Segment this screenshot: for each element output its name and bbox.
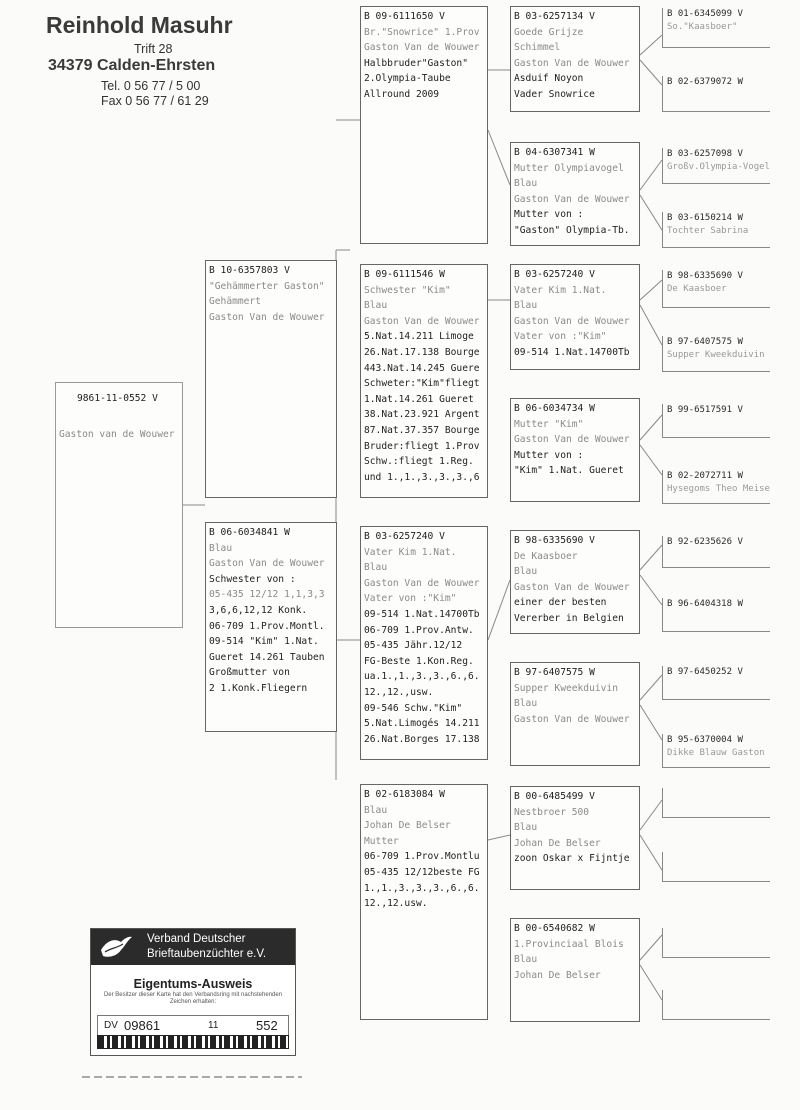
- great-grandparent-line: "Kim" 1.Nat. Gueret: [514, 465, 624, 477]
- great-grandparent-line: B 03-6257240 V: [514, 269, 595, 280]
- grandparent-line: B 03-6257240 V: [364, 531, 445, 542]
- gen4-box-15: [662, 928, 770, 958]
- grandparent-line: Blau: [364, 804, 388, 816]
- parent-line: 09-514 "Kim" 1.Nat.: [209, 636, 319, 648]
- great-grandparent-line: B 00-6485499 V: [514, 791, 595, 802]
- parent-line: Gehämmert: [209, 296, 261, 308]
- great-grandparent-line: Vater Kim 1.Nat.: [514, 284, 607, 296]
- card-title: Eigentums-Ausweis: [133, 977, 253, 991]
- gen4-note: Supper Kweekduivin: [667, 350, 765, 360]
- grandparent-line: Gaston Van de Wouwer: [364, 315, 480, 327]
- subject-pigeon-box: [55, 382, 183, 628]
- gen4-ring: B 03-6257098 V: [667, 149, 743, 159]
- gen4-ring: B 99-6517591 V: [667, 405, 743, 415]
- great-grandparent-line: 1.Provinciaal Blois: [514, 938, 624, 950]
- great-grandparent-line: Goede Grijze: [514, 26, 584, 38]
- card-number: 09861: [124, 1018, 161, 1033]
- great-grandparent-line: Supper Kweekduivin: [514, 682, 618, 694]
- gen4-ring: B 97-6407575 W: [667, 337, 743, 347]
- subject-breeder: Gaston van de Wouwer: [59, 428, 175, 440]
- grandparent-line: 443.Nat.14.245 Guere: [364, 362, 480, 374]
- grandparent-line: Johan De Belser: [364, 820, 451, 832]
- card-security-pattern: [97, 1035, 289, 1049]
- great-grandparent-line: B 04-6307341 W: [514, 147, 595, 158]
- breeder-street: Trift 28: [134, 42, 173, 56]
- great-grandparent-line: De Kaasboer: [514, 550, 578, 562]
- great-grandparent-box-7: [510, 786, 640, 890]
- grandparent-line: und 1.,1.,3.,3.,3.,6: [364, 471, 480, 483]
- gen4-box-11: [662, 666, 770, 700]
- great-grandparent-line: Mutter Olympiavogel: [514, 162, 624, 174]
- gen4-box-13: [662, 788, 770, 818]
- grandparent-line: ua.1.,1.,3.,3.,6.,6.: [364, 671, 480, 683]
- great-grandparent-line: Johan De Belser: [514, 969, 601, 981]
- gen4-ring: B 01-6345099 V: [667, 9, 743, 19]
- grandparent-line: Schweter:"Kim"fliegt: [364, 378, 480, 390]
- gen4-ring: B 95-6370004 W: [667, 735, 743, 745]
- parent-line: Großmutter von: [209, 667, 290, 679]
- gen4-note: Hysegoms Theo Meise: [667, 484, 770, 494]
- breeder-tel: Tel. 0 56 77 / 5 00: [101, 79, 201, 93]
- gen4-box-5: [662, 270, 770, 308]
- great-grandparent-line: Gaston Van de Wouwer: [514, 193, 630, 205]
- great-grandparent-box-1: [510, 6, 640, 112]
- grandparent-box-1: [360, 6, 488, 244]
- great-grandparent-line: B 06-6034734 W: [514, 403, 595, 414]
- grandparent-line: Vater von :"Kim": [364, 593, 457, 605]
- great-grandparent-box-4: [510, 398, 640, 502]
- grandparent-line: Gaston Van de Wouwer: [364, 577, 480, 589]
- grandparent-line: Schwester "Kim": [364, 284, 451, 296]
- grandparent-box-3: [360, 526, 488, 760]
- great-grandparent-line: Mutter "Kim": [514, 418, 584, 430]
- gen4-box-14: [662, 852, 770, 882]
- grandparent-line: 09-546 Schw."Kim": [364, 702, 463, 714]
- grandparent-line: 87.Nat.37.357 Bourge: [364, 424, 480, 436]
- dove-logo-icon: [99, 932, 133, 962]
- great-grandparent-line: Blau: [514, 566, 538, 578]
- grandparent-line: Allround 2009: [364, 88, 440, 100]
- gen4-ring: B 02-2072711 W: [667, 471, 743, 481]
- parent-line: B 10-6357803 V: [209, 265, 290, 276]
- gen4-box-1: [662, 8, 770, 48]
- great-grandparent-line: Vater von :"Kim": [514, 331, 607, 343]
- parent-line: 3,6,6,12,12 Konk.: [209, 604, 308, 616]
- card-year: 11: [208, 1020, 219, 1031]
- parent-line: "Gehämmerter Gaston": [209, 280, 325, 292]
- gen4-note: De Kaasboer: [667, 284, 727, 294]
- breeder-fax: Fax 0 56 77 / 61 29: [101, 94, 209, 108]
- grandparent-line: Br."Snowrice" 1.Prov: [364, 26, 480, 38]
- card-org-line2: Brieftaubenzüchter e.V.: [147, 948, 267, 960]
- great-grandparent-line: einer der besten: [514, 597, 607, 609]
- great-grandparent-line: Asduif Noyon: [514, 73, 584, 85]
- great-grandparent-box-3: [510, 264, 640, 370]
- grandparent-line: 06-709 1.Prov.Montlu: [364, 851, 480, 863]
- grandparent-line: B 09-6111650 V: [364, 11, 445, 22]
- gen4-note: So."Kaasboer": [667, 22, 738, 32]
- card-prefix: DV: [104, 1020, 118, 1031]
- great-grandparent-line: Blau: [514, 954, 538, 966]
- grandparent-line: Blau: [364, 562, 388, 574]
- grandparent-line: 2.Olympia-Taube: [364, 73, 451, 85]
- great-grandparent-box-2: [510, 142, 640, 246]
- parent-line: Gaston Van de Wouwer: [209, 311, 325, 323]
- grandparent-line: Schw.:fliegt 1.Reg.: [364, 456, 474, 468]
- gen4-box-4: [662, 212, 770, 248]
- parent-line: B 06-6034841 W: [209, 527, 290, 538]
- gen4-box-3: [662, 148, 770, 184]
- parent-line: Blau: [209, 542, 233, 554]
- great-grandparent-line: 09-514 1.Nat.14700Tb: [514, 346, 630, 358]
- grandparent-line: FG-Beste 1.Kon.Reg.: [364, 655, 474, 667]
- parent-line: Gaston Van de Wouwer: [209, 558, 325, 570]
- parent-line: Schwester von :: [209, 573, 296, 585]
- breeder-city: 34379 Calden-Ehrsten: [48, 57, 216, 74]
- grandparent-box-4: [360, 784, 488, 1020]
- grandparent-line: B 02-6183084 W: [364, 789, 445, 800]
- gen4-note: Dikke Blauw Gaston: [667, 748, 765, 758]
- parent-line: 2 1.Konk.Fliegern: [209, 682, 308, 694]
- great-grandparent-box-8: [510, 918, 640, 1022]
- great-grandparent-line: zoon Oskar x Fijntje: [514, 853, 630, 865]
- gen4-box-9: [662, 536, 770, 568]
- grandparent-line: 12.,12.,usw.: [364, 686, 434, 698]
- great-grandparent-line: Gaston Van de Wouwer: [514, 434, 630, 446]
- great-grandparent-box-6: [510, 662, 640, 766]
- grandparent-line: B 09-6111546 W: [364, 269, 445, 280]
- grandparent-line: Bruder:fliegt 1.Prov: [364, 440, 480, 452]
- parent-line: Gueret 14.261 Tauben: [209, 651, 325, 663]
- parent-father-box: [205, 260, 337, 498]
- great-grandparent-line: Blau: [514, 178, 538, 190]
- gen4-note: Großv.Olympia-Vogel: [667, 162, 770, 172]
- grandparent-line: 1.,1.,3.,3.,3.,6.,6.: [364, 882, 480, 894]
- gen4-box-10: [662, 598, 770, 632]
- gen4-ring: B 92-6235626 V: [667, 537, 743, 547]
- card-note: Der Besitzer dieser Karte hat den Verbandsring mit nachstehenden Zeichen erhalten:: [103, 992, 283, 1005]
- grandparent-line: 05-435 12/12beste FG: [364, 866, 480, 878]
- gen4-note: Tochter Sabrina: [667, 226, 749, 236]
- gen4-box-16: [662, 990, 770, 1020]
- great-grandparent-line: B 00-6540682 W: [514, 923, 595, 934]
- grandparent-line: 1.Nat.14.261 Gueret: [364, 393, 474, 405]
- great-grandparent-line: B 98-6335690 V: [514, 535, 595, 546]
- grandparent-line: 5.Nat.14.211 Limoge: [364, 331, 474, 343]
- great-grandparent-line: Gaston Van de Wouwer: [514, 315, 630, 327]
- gen4-ring: B 03-6150214 W: [667, 213, 743, 223]
- grandparent-line: Gaston Van de Wouwer: [364, 42, 480, 54]
- great-grandparent-line: Johan De Belser: [514, 837, 601, 849]
- great-grandparent-line: Mutter von :: [514, 449, 584, 461]
- grandparent-line: 5.Nat.Limogés 14.211: [364, 718, 480, 730]
- great-grandparent-line: Nestbroer 500: [514, 806, 590, 818]
- great-grandparent-line: Blau: [514, 300, 538, 312]
- great-grandparent-box-5: [510, 530, 640, 634]
- grandparent-line: 05-435 Jähr.12/12: [364, 640, 463, 652]
- great-grandparent-line: Blau: [514, 822, 538, 834]
- gen4-box-6: [662, 336, 770, 372]
- card-ring-no: 552: [256, 1018, 278, 1033]
- parent-line: 05-435 12/12 1,1,3,3: [209, 589, 325, 601]
- grandparent-line: Blau: [364, 300, 388, 312]
- grandparent-line: 26.Nat.17.138 Bourge: [364, 346, 480, 358]
- great-grandparent-line: Blau: [514, 698, 538, 710]
- gen4-ring: B 98-6335690 V: [667, 271, 743, 281]
- parent-mother-box: [205, 522, 337, 732]
- great-grandparent-line: Gaston Van de Wouwer: [514, 57, 630, 69]
- great-grandparent-line: B 97-6407575 W: [514, 667, 595, 678]
- ownership-card: [90, 928, 296, 1056]
- grandparent-line: 12.,12.usw.: [364, 898, 428, 910]
- grandparent-line: Vater Kim 1.Nat.: [364, 546, 457, 558]
- grandparent-line: Halbbruder"Gaston": [364, 57, 468, 69]
- great-grandparent-line: Vererber in Belgien: [514, 612, 624, 624]
- grandparent-line: 26.Nat.Borges 17.138: [364, 733, 480, 745]
- parent-line: 06-709 1.Prov.Montl.: [209, 620, 325, 632]
- subject-ring-number: 9861-11-0552 V: [77, 393, 158, 404]
- breeder-name: Reinhold Masuhr: [46, 12, 233, 38]
- card-org-line1: Verband Deutscher: [147, 933, 246, 945]
- gen4-ring: B 97-6450252 V: [667, 667, 743, 677]
- footer-dashed-line: [82, 1076, 302, 1078]
- grandparent-line: 06-709 1.Prov.Antw.: [364, 624, 474, 636]
- grandparent-line: Mutter: [364, 835, 399, 847]
- card-ring-row: [97, 1015, 289, 1037]
- gen4-box-12: [662, 734, 770, 768]
- great-grandparent-line: "Gaston" Olympia-Tb.: [514, 224, 630, 236]
- card-header: [91, 929, 295, 965]
- grandparent-line: 09-514 1.Nat.14700Tb: [364, 608, 480, 620]
- gen4-ring: B 02-6379072 W: [667, 77, 743, 87]
- great-grandparent-line: Vader Snowrice: [514, 88, 595, 100]
- gen4-ring: B 96-6404318 W: [667, 599, 743, 609]
- grandparent-line: 38.Nat.23.921 Argent: [364, 409, 480, 421]
- gen4-box-7: [662, 404, 770, 438]
- gen4-box-2: [662, 76, 770, 112]
- great-grandparent-line: B 03-6257134 V: [514, 11, 595, 22]
- great-grandparent-line: Schimmel: [514, 42, 561, 54]
- great-grandparent-line: Gaston Van de Wouwer: [514, 713, 630, 725]
- great-grandparent-line: Gaston Van de Wouwer: [514, 581, 630, 593]
- great-grandparent-line: Mutter von :: [514, 209, 584, 221]
- grandparent-box-2: [360, 264, 488, 498]
- gen4-box-8: [662, 470, 770, 504]
